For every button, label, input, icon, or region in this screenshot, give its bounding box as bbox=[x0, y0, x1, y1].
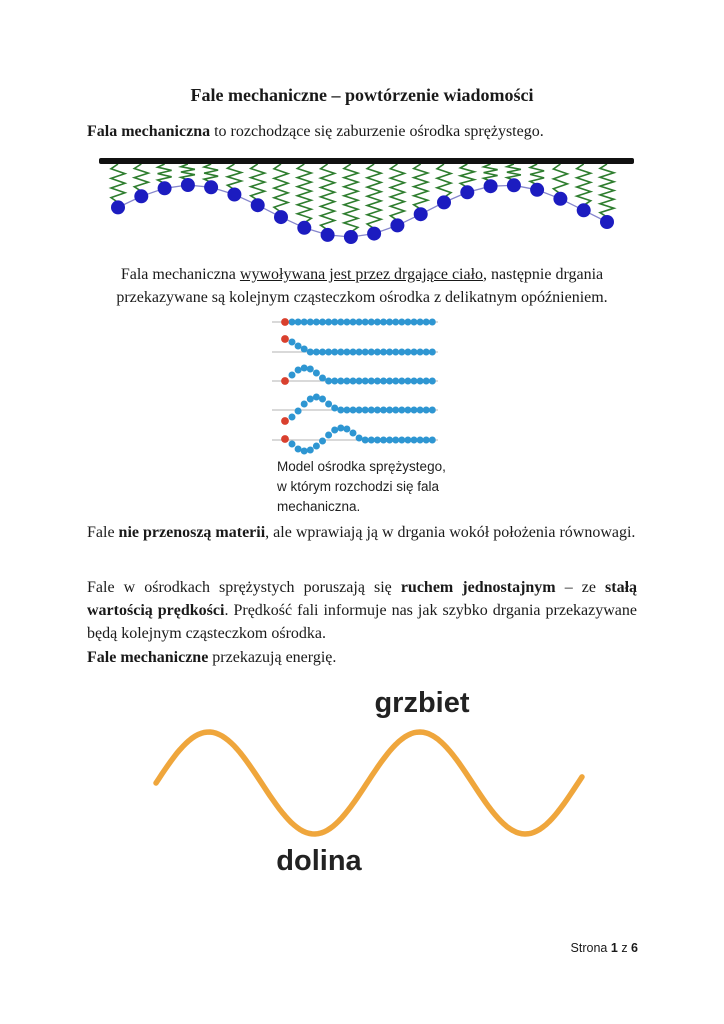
motion-b1: ruchem jednostajnym bbox=[400, 579, 556, 596]
caption-line: mechaniczna. bbox=[277, 499, 361, 514]
intro-text: to rozchodzące się zaburzenie ośrodka sprężystego. bbox=[210, 123, 544, 140]
intro-bold-term: Fala mechaniczna bbox=[87, 123, 211, 140]
footer-page-number: 1 bbox=[610, 941, 618, 955]
motion-p3: . Prędkość fali informuje nas jak szybko drgania przekazywane będą kolejnym cząsteczkom ośrodka. bbox=[87, 602, 638, 642]
energy-paragraph bbox=[87, 646, 637, 669]
footer-label: Strona bbox=[570, 941, 608, 955]
sine-wave-illustration bbox=[140, 700, 600, 860]
particle-model-caption bbox=[277, 457, 477, 517]
caption-line: w którym rozchodzi się fala bbox=[277, 479, 440, 494]
footer-of-word: z bbox=[621, 941, 628, 955]
motion-paragraph bbox=[87, 576, 637, 645]
motion-p2: – ze bbox=[555, 579, 606, 596]
cause-paragraph-line2: przekazywane są kolejnym cząsteczkom ośrodka z delikatnym opóźnieniem. bbox=[116, 289, 608, 306]
motion-p1: Fale w ośrodkach sprężystych poruszają się bbox=[87, 579, 401, 596]
footer-total-pages: 6 bbox=[631, 941, 638, 955]
energy-rest: przekazują energię. bbox=[208, 649, 337, 666]
particle-model-illustration bbox=[263, 310, 447, 456]
cause-underlined: wywoływana jest przez drgające ciało bbox=[239, 266, 484, 283]
sine-wave-figure bbox=[140, 700, 600, 860]
matter-pre: Fale bbox=[87, 524, 119, 541]
crest-label: grzbiet bbox=[374, 687, 470, 719]
energy-bold: Fale mechaniczne bbox=[87, 649, 209, 666]
intro-paragraph bbox=[87, 120, 637, 143]
cause-paragraph bbox=[87, 263, 637, 309]
matter-bold: nie przenoszą materii bbox=[118, 524, 266, 541]
particle-model-figure bbox=[263, 310, 447, 456]
motion-b2: stałą wartością prędkości bbox=[87, 579, 638, 619]
trough-label: dolina bbox=[276, 845, 362, 877]
matter-paragraph bbox=[87, 521, 637, 544]
cause-paragraph-line1 bbox=[87, 263, 637, 286]
page-number-footer bbox=[571, 941, 638, 955]
caption-line: Model ośrodka sprężystego, bbox=[277, 459, 446, 474]
springs-wave-figure bbox=[95, 150, 640, 250]
matter-post: , ale wprawiają ją w drgania wokół położenia równowagi. bbox=[265, 524, 636, 541]
page-title: Fale mechaniczne – powtórzenie wiadomości bbox=[190, 85, 534, 105]
cause-post: , następnie drgania bbox=[483, 266, 604, 283]
springs-wave-illustration bbox=[95, 150, 640, 250]
cause-pre: Fala mechaniczna bbox=[120, 266, 240, 283]
